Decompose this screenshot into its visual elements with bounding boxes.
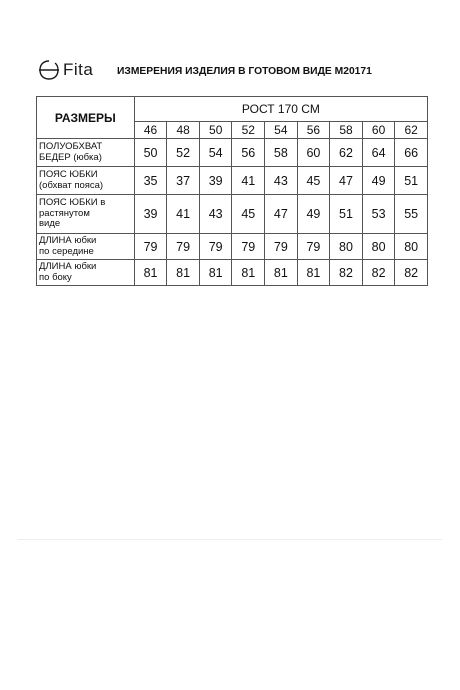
value-cell: 51	[395, 167, 428, 195]
value-cell: 80	[395, 234, 428, 260]
size-cell: 60	[362, 122, 395, 139]
value-cell: 79	[265, 234, 298, 260]
value-cell: 82	[362, 260, 395, 286]
param-label-line: ДЛИНА юбки	[39, 235, 97, 246]
value-cell: 79	[167, 234, 200, 260]
page-header	[38, 58, 438, 84]
value-cell: 81	[199, 260, 232, 286]
param-label	[37, 234, 135, 260]
param-label-line: по боку	[39, 271, 72, 283]
param-label	[37, 167, 135, 195]
size-cell: 54	[265, 122, 298, 139]
value-cell: 45	[297, 167, 330, 195]
value-cell: 43	[199, 195, 232, 234]
param-label-line: виде	[39, 218, 61, 230]
value-cell: 49	[362, 167, 395, 195]
param-label-line: растянутом	[39, 207, 90, 219]
page-divider	[18, 539, 442, 540]
value-cell: 66	[395, 139, 428, 167]
value-cell: 81	[297, 260, 330, 286]
value-cell: 58	[265, 139, 298, 167]
value-cell: 80	[330, 234, 363, 260]
param-label	[37, 139, 135, 167]
table-row	[37, 167, 428, 195]
value-cell: 52	[167, 139, 200, 167]
value-cell: 49	[297, 195, 330, 234]
value-cell: 54	[199, 139, 232, 167]
value-cell: 82	[330, 260, 363, 286]
value-cell: 35	[134, 167, 167, 195]
value-cell: 43	[265, 167, 298, 195]
value-cell: 64	[362, 139, 395, 167]
param-label-line: по середине	[39, 245, 94, 257]
param-label	[37, 195, 135, 234]
value-cell: 81	[232, 260, 265, 286]
table-row	[37, 260, 428, 286]
value-cell: 55	[395, 195, 428, 234]
param-label-line: ПОЛУОБХВАТ	[39, 141, 103, 152]
size-cell: 62	[395, 122, 428, 139]
value-cell: 81	[167, 260, 200, 286]
value-cell: 41	[167, 195, 200, 234]
table-row	[37, 195, 428, 234]
value-cell: 51	[330, 195, 363, 234]
sizes-header: РАЗМЕРЫ	[37, 97, 135, 139]
value-cell: 39	[134, 195, 167, 234]
brand-logo	[38, 58, 93, 82]
param-label-line: ПОЯС ЮБКИ	[39, 169, 98, 180]
param-label-line: ДЛИНА юбки	[39, 261, 97, 272]
value-cell: 39	[199, 167, 232, 195]
value-cell: 80	[362, 234, 395, 260]
table-row	[37, 139, 428, 167]
height-header: РОСТ 170 СМ	[134, 97, 427, 122]
size-cell: 52	[232, 122, 265, 139]
value-cell: 37	[167, 167, 200, 195]
param-label	[37, 260, 135, 286]
table-row	[37, 234, 428, 260]
size-cell: 46	[134, 122, 167, 139]
table-header-row	[37, 97, 428, 122]
size-cell: 48	[167, 122, 200, 139]
param-label-line: БЕДЕР (юбка)	[39, 151, 102, 163]
brand-name: Fita	[63, 60, 94, 79]
value-cell: 81	[265, 260, 298, 286]
value-cell: 82	[395, 260, 428, 286]
value-cell: 56	[232, 139, 265, 167]
value-cell: 79	[297, 234, 330, 260]
value-cell: 62	[330, 139, 363, 167]
size-cell: 56	[297, 122, 330, 139]
param-label-line: ПОЯС ЮБКИ в	[39, 197, 106, 209]
value-cell: 41	[232, 167, 265, 195]
size-table	[36, 96, 428, 286]
value-cell: 50	[134, 139, 167, 167]
size-cell: 50	[199, 122, 232, 139]
fita-theta-icon	[38, 59, 60, 81]
value-cell: 45	[232, 195, 265, 234]
document-title: ИЗМЕРЕНИЯ ИЗДЕЛИЯ В ГОТОВОМ ВИДЕ М20171	[117, 66, 372, 77]
value-cell: 81	[134, 260, 167, 286]
value-cell: 79	[134, 234, 167, 260]
size-cell: 58	[330, 122, 363, 139]
value-cell: 60	[297, 139, 330, 167]
value-cell: 79	[199, 234, 232, 260]
param-label-line: (обхват пояса)	[39, 179, 104, 191]
value-cell: 53	[362, 195, 395, 234]
value-cell: 47	[330, 167, 363, 195]
value-cell: 79	[232, 234, 265, 260]
value-cell: 47	[265, 195, 298, 234]
